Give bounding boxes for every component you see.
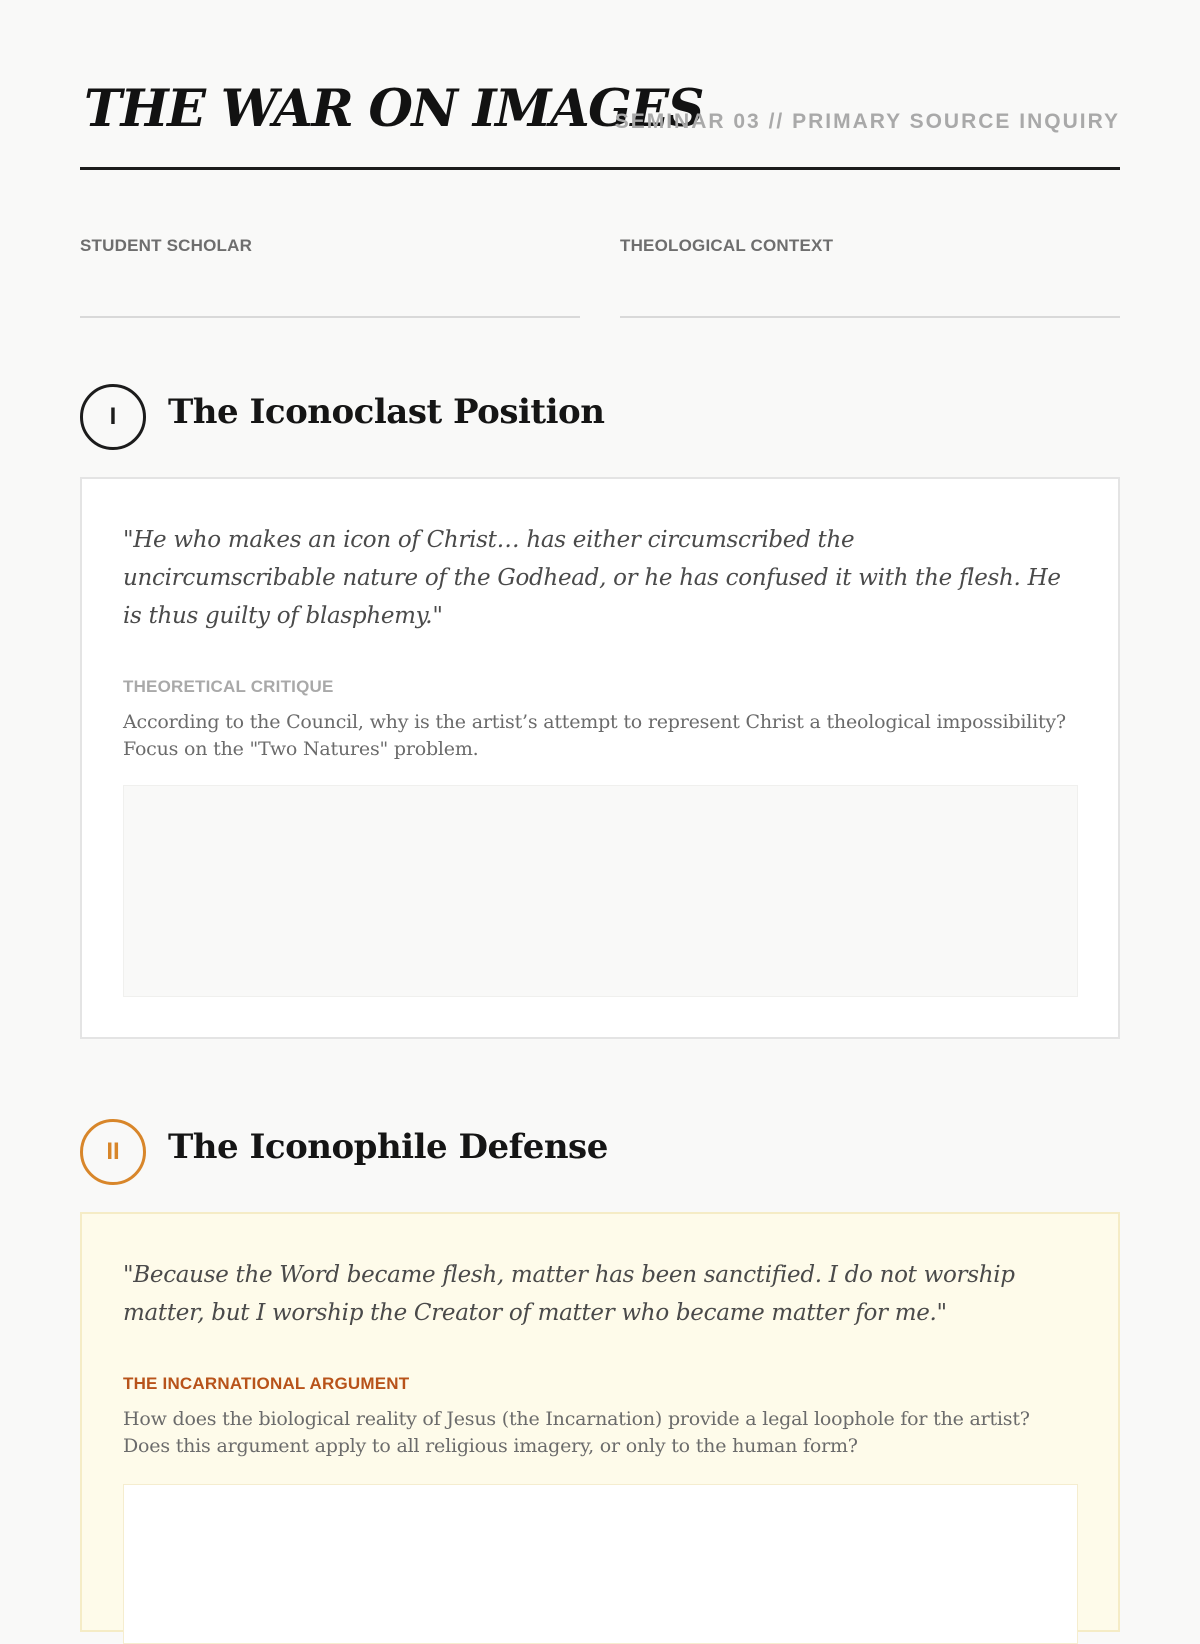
critique-answer-textarea[interactable] <box>123 785 1078 997</box>
prompt-question: According to the Council, why is the artist’s attempt to represent Christ a theological impossibility? Focus on the "Two Natures" problem. <box>123 711 1066 760</box>
source-quote: "Because the Word became flesh, matter has been sanctified. I do not worship matter, but I worship the Creator of matter who became matter for me." <box>123 1262 1015 1326</box>
theological-context-label: THEOLOGICAL CONTEXT <box>620 236 834 255</box>
masthead <box>80 78 1120 170</box>
theological-context-field <box>620 236 1120 318</box>
section-header-iconophile <box>80 1119 1120 1185</box>
prompt-label: THEORETICAL CRITIQUE <box>123 677 334 696</box>
theological-context-input[interactable] <box>620 278 1120 318</box>
student-scholar-label: STUDENT SCHOLAR <box>80 236 253 255</box>
section-header-iconoclast <box>80 384 1120 450</box>
student-scholar-field <box>80 236 580 318</box>
page-title: THE WAR ON IMAGES <box>84 79 703 139</box>
source-card-iconoclast <box>80 477 1120 1039</box>
prompt-question: How does the biological reality of Jesus (the Incarnation) provide a legal loophole for the artist? Does this argument apply to all religious imagery, or only to the human form? <box>123 1408 1030 1457</box>
incarnation-answer-textarea[interactable] <box>123 1484 1078 1644</box>
section-numeral-badge: II <box>80 1119 146 1185</box>
section-numeral-badge: I <box>80 384 146 450</box>
source-card-iconophile <box>80 1212 1120 1632</box>
prompt-label: THE INCARNATIONAL ARGUMENT <box>123 1374 410 1393</box>
source-quote: "He who makes an icon of Christ… has either circumscribed the uncircumscribable nature of the Godhead, or he has confused it with the flesh. He is thus guilty of blasphemy." <box>123 527 1061 629</box>
section-title: The Iconophile Defense <box>168 1127 608 1167</box>
student-scholar-input[interactable] <box>80 278 580 318</box>
page-subtitle: SEMINAR 03 // PRIMARY SOURCE INQUIRY <box>614 110 1120 133</box>
section-title: The Iconoclast Position <box>168 392 605 432</box>
